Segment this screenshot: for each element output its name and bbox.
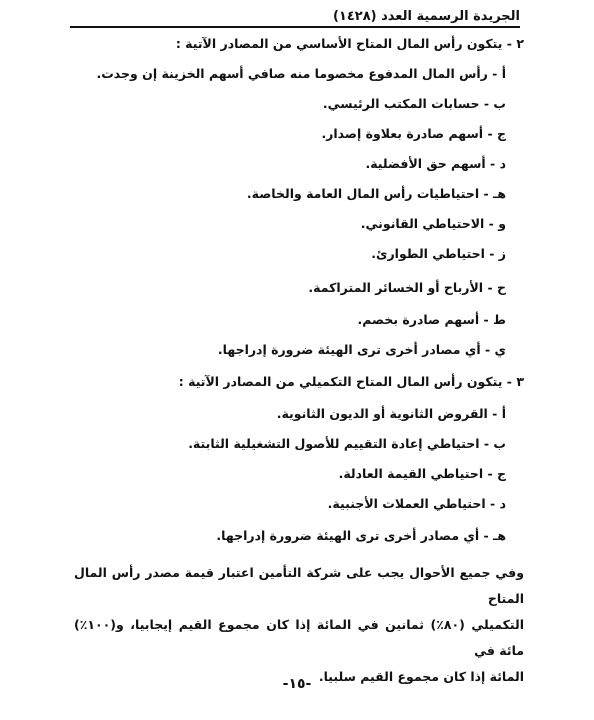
section-2-item-b: ب - حسابات المكتب الرئيسي.	[322, 96, 506, 111]
section-3-item-e: هـ - أي مصادر أخرى ترى الهيئة ضرورة إدراجها.	[216, 528, 506, 543]
section-2-item-f: و - الاحتياطي القانوني.	[360, 216, 506, 231]
section-2-item-a: أ - رأس المال المدفوع مخصوما منه صافي أسهم الخزينة إن وجدت.	[96, 66, 506, 81]
closing-line-2: التكميلي (٨٠٪) ثمانين في المائة إذا كان مجموع القيم إيجابيا، و(١٠٠٪) مائة في	[74, 617, 524, 658]
section-2-item-c: ج - أسهم صادرة بعلاوة إصدار.	[321, 126, 506, 141]
closing-line-1: وفي جميع الأحوال يجب على شركة التأمين اعتبار قيمة مصدر رأس المال المتاح	[74, 565, 524, 606]
section-3-item-b: ب - احتياطي إعادة التقييم للأصول التشغيلية الثابتة.	[188, 436, 506, 451]
closing-paragraph	[74, 560, 524, 690]
section-3-heading: ٣ - يتكون رأس المال المتاح التكميلي من المصادر الآتية :	[178, 374, 524, 389]
section-3-item-c: ج - احتياطي القيمة العادلة.	[338, 466, 506, 481]
page-header	[70, 6, 520, 28]
section-3-item-a: أ - القروض الثانوية أو الديون الثانوية.	[276, 406, 506, 421]
closing-line-3: المائة إذا كان مجموع القيم سلبيا.	[318, 669, 524, 684]
section-2-heading: ٢ - يتكون رأس المال المتاح الأساسي من المصادر الآتية :	[175, 36, 524, 51]
section-2-item-g: ز - احتياطي الطوارئ.	[371, 246, 506, 261]
section-2-item-i: ط - أسهم صادرة بخصم.	[357, 312, 506, 327]
section-2-item-d: د - أسهم حق الأفضلية.	[365, 156, 506, 171]
section-2-item-h: ح - الأرباح أو الخسائر المتراكمة.	[308, 280, 506, 295]
header-title: الجريدة الرسمية العدد (١٤٢٨)	[332, 9, 520, 24]
section-2-item-e: هـ - احتياطيات رأس المال العامة والخاصة.	[246, 186, 506, 201]
section-2-item-j: ي - أي مصادر أخرى ترى الهيئة ضرورة إدراجها.	[217, 342, 506, 357]
page-number: -١٥-	[282, 676, 312, 692]
section-3-item-d: د - احتياطي العملات الأجنبية.	[327, 496, 506, 511]
